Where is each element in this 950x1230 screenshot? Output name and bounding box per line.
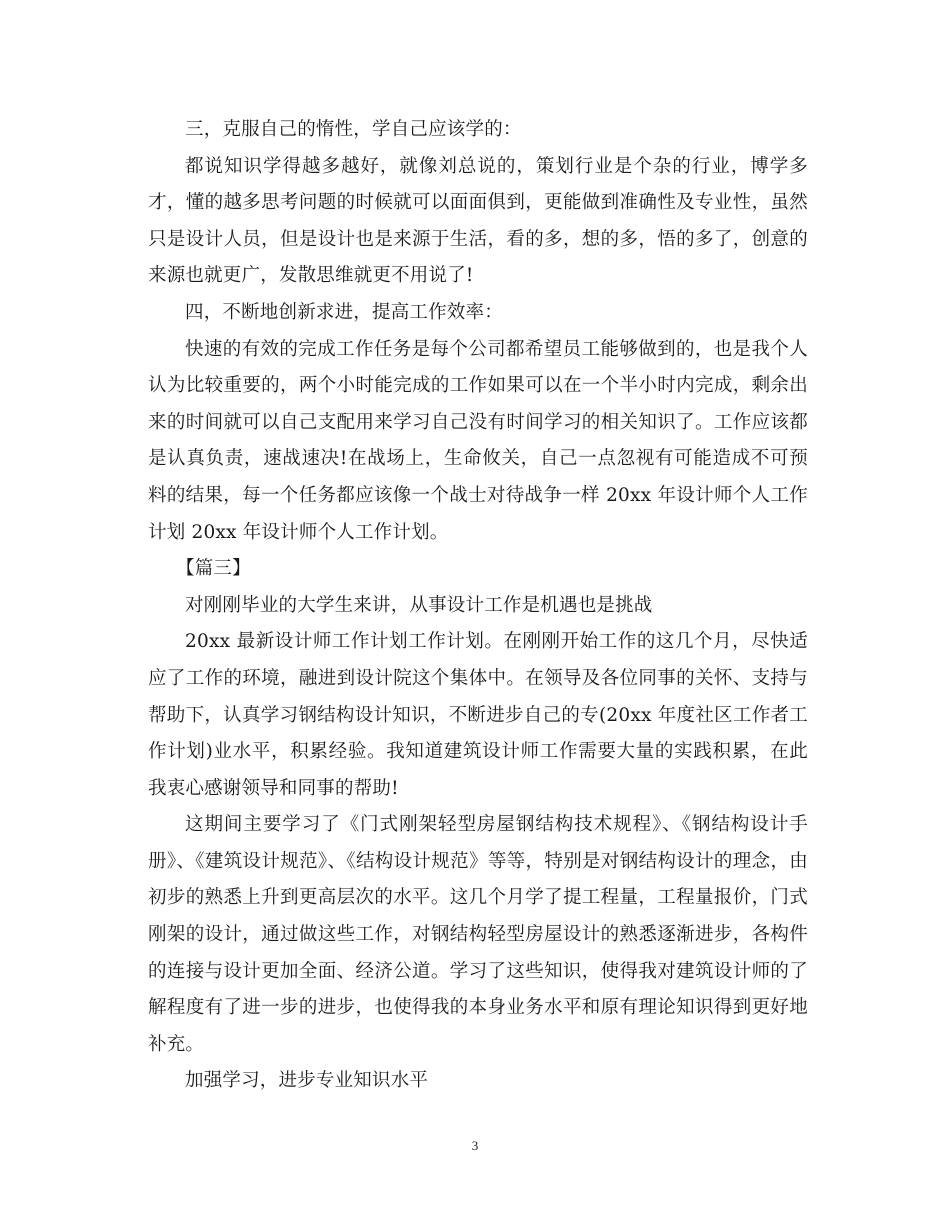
paragraph-strengthen-learning: 加强学习，进步专业知识水平: [185, 1070, 429, 1092]
paragraph-efficiency: 快速的有效的完成工作任务是每个公司都希望员工能够做到的，也是我个人认为比较重要的，两个小时能完成的工作如果可以在一个半小时内完成，剩余出来的时间就可以自己支配用来学习自己没有时间学习的相关知识了。工作应该都是认真负责，速战速决!在战场上，生命攸关，自己一点忽视有可能造成不可预料的结果，每一个任务都应该像一个战士对待战争一样 20xx 年设计师个人工作计划 20xx 年设计师个人工作计划。: [148, 338, 808, 543]
paragraph-study: 这期间主要学习了《门式刚架轻型房屋钢结构技术规程》、《钢结构设计手册》、《建筑设计规范》、《结构设计规范》等等，特别是对钢结构设计的理念，由初步的熟悉上升到更高层次的水平。这几个月学了提工程量，工程量报价，门式刚架的设计，通过做这些工作，对钢结构轻型房屋设计的熟悉逐渐进步，各构件的连接与设计更加全面、经济公道。学习了这些知识，使得我对建筑设计师的了解程度有了进一步的进步，也使得我的本身业务水平和原有理论知识得到更好地补充。: [148, 814, 808, 1055]
paragraph-graduate: 对刚刚毕业的大学生来讲，从事设计工作是机遇也是挑战: [185, 594, 653, 616]
section-heading-three: 三，克服自己的惰性，学自己应该学的：: [185, 119, 522, 140]
paragraph-work-plan: 20xx 最新设计师工作计划工作计划。在刚刚开始工作的这几个月，尽快适应了工作的环境，融进到设计院这个集体中。在领导及各位同事的关怀、支持与帮助下，认真学习钢结构设计知识，不断进步自己的专(20xx 年度社区工作者工作计划)业水平，积累经验。我知道建筑设计师工作需要大量的实践积累，在此我衷心感谢领导和同事的帮助!: [148, 631, 808, 799]
paragraph-knowledge: 都说知识学得越多越好，就像刘总说的，策划行业是个杂的行业，博学多才，懂的越多思考问题的时候就可以面面俱到，更能做到准确性及专业性，虽然只是设计人员，但是设计也是来源于生活，看的多，想的多，悟的多了，创意的来源也就更广，发散思维就更不用说了!: [148, 155, 808, 287]
page-number: 3: [471, 1138, 479, 1153]
part-three-heading: 【篇三】: [176, 558, 251, 580]
section-heading-four: 四，不断地创新求进，提高工作效率：: [185, 301, 503, 323]
document-body: [148, 112, 808, 1100]
